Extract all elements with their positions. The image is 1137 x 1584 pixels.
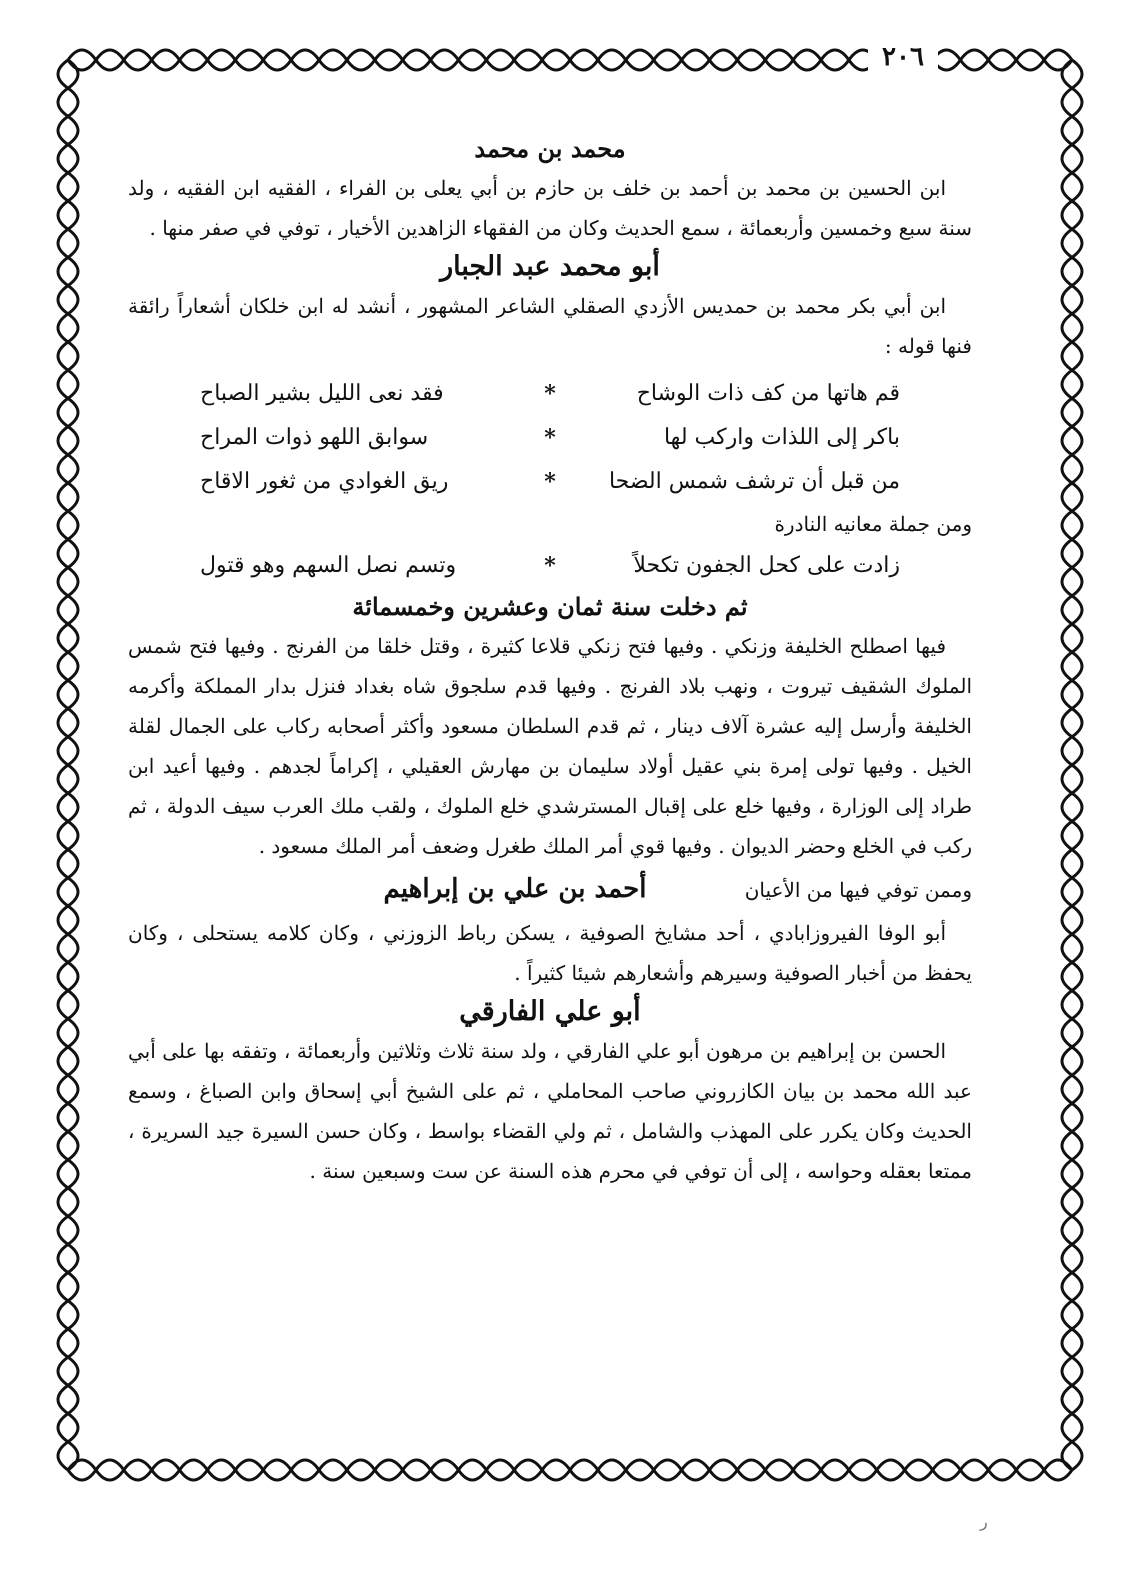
verse [128, 460, 972, 504]
stray-mark: ر [980, 1512, 988, 1531]
entry-title-3: أحمد بن علي بن إبراهيم [383, 874, 647, 904]
verse [128, 372, 972, 416]
entry-title-4: أبو علي الفارقي [459, 996, 641, 1027]
verse-separator: * [544, 553, 556, 579]
poem-1 [128, 372, 972, 504]
entry-text-4: الحسن بن إبراهيم بن مرهون أبو علي الفارقي ، ولد سنة ثلاث وثلاثين وأربعمائة ، وتفقه بها على أبي عبد الله محمد بن بيان الكازروني صاحب المحاملي ، ثم على الشيخ أبي إسحاق وابن الصباغ ، وسمع الحديث وكان يكرر على المهذب والشامل ، ثم ولي القضاء بواسط ، وكان حسن السيرة جيد السريرة ، ممتعا بعقله وحواسه ، إلى أن توفي في محرم هذه السنة عن ست وسبعين سنة . [128, 1039, 972, 1183]
hemistich: فقد نعى الليل بشير الصباح [200, 381, 444, 406]
verse-separator: * [544, 469, 556, 495]
page-body [128, 130, 972, 1430]
page-number: ٢٠٦ [868, 40, 938, 74]
hemistich: وتسم نصل السهم وهو قتول [200, 553, 457, 578]
entry-text-2: ابن أبي بكر محمد بن حمديس الأزدي الصقلي الشاعر المشهور ، أنشد له ابن خلكان أشعاراً رائقة فنها قوله : [128, 294, 972, 358]
entry-title-1: محمد بن محمد [474, 134, 626, 163]
entry-text-1: ابن الحسين بن محمد بن أحمد بن خلف بن حازم بن أبي يعلى بن الفراء ، الفقيه ابن الفقيه ، ولد سنة سبع وخمسين وأربعمائة ، سمع الحديث وكان من الفقهاء الزاهدين الأخيار ، توفي في صفر منها . [128, 176, 972, 240]
year-events-text: فيها اصطلح الخليفة وزنكي . وفيها فتح زنكي قلاعا كثيرة ، وقتل خلقا من الفرنج . وفيها فتح شمس الملوك الشقيف تيروت ، ونهب بلاد الفرنج . وفيها قدم سلجوق شاه بغداد فنزل بدار المملكة وأكرمه الخليفة وأرسل إليه عشرة آلاف دينار ، ثم قدم السلطان مسعود وأكثر أصحابه ركاب على الجمال لقلة الخيل . وفيها تولى إمرة بني عقيل أولاد سليمان بن مهارش العقيلي ، إكراماً لجدهم . وفيها أعيد ابن طراد إلى الوزارة ، وفيها خلع على إقبال المسترشدي خلع الملوك ، ولقب ملك العرب سيف الدولة ، ثم ركب في الخلع وحضر الديوان . وفيها قوي أمر الملك طغرل وضعف أمر الملك مسعود . [128, 634, 972, 858]
verse [128, 544, 972, 588]
deaths-heading-row [128, 866, 972, 913]
verse-separator: * [544, 381, 556, 407]
verse-separator: * [544, 425, 556, 451]
entry-title-2: أبو محمد عبد الجبار [440, 251, 660, 282]
hemistich: ريق الغوادي من ثغور الاقاح [200, 469, 449, 494]
hemistich: زادت على كحل الجفون تكحلاً [633, 553, 900, 578]
verse [128, 416, 972, 460]
entry-text-3: أبو الوفا الفيروزابادي ، أحد مشايخ الصوفية ، يسكن رباط الزوزني ، وكان كلامه يستحلى ، وكان يحفظ من أخبار الصوفية وسيرهم وأشعارهم شيئا كثيراً . [128, 921, 972, 985]
border-strand [58, 60, 78, 1470]
hemistich: قم هاتها من كف ذات الوشاح [636, 381, 900, 406]
hemistich: باكر إلى اللذات واركب لها [663, 425, 900, 450]
year-heading: ثم دخلت سنة ثمان وعشرين وخمسمائة [352, 592, 748, 621]
deaths-label: وممن توفي فيها من الأعيان [744, 878, 972, 902]
hemistich: من قبل أن ترشف شمس الضحا [608, 469, 900, 494]
border-strand [1062, 60, 1082, 1470]
rare-meanings-intro: ومن جملة معانيه النادرة [774, 512, 972, 536]
hemistich: سوابق اللهو ذوات المراح [200, 425, 429, 450]
border-strand [68, 1460, 1072, 1480]
